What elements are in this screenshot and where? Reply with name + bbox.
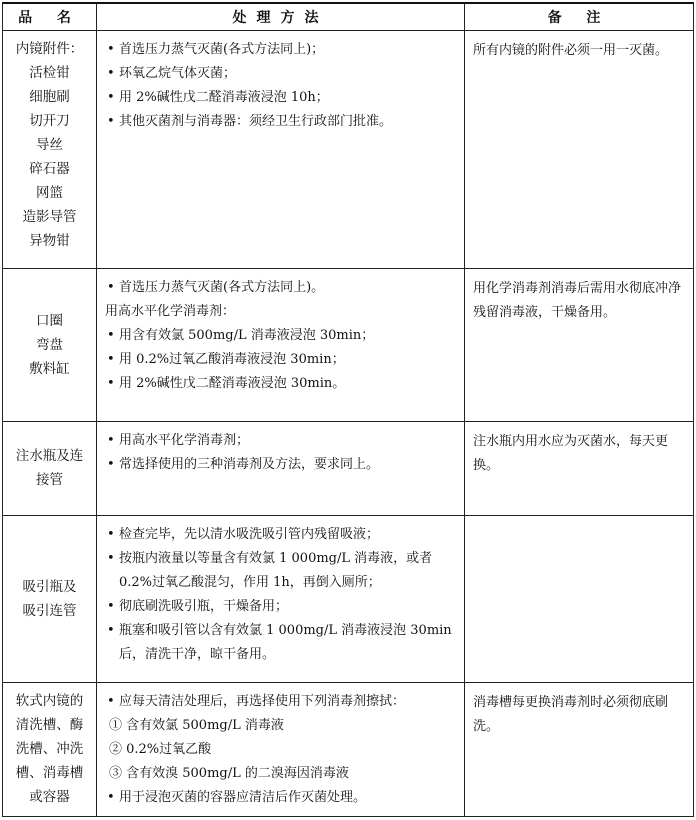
item-name-line: 注水瓶及连 (15, 448, 84, 465)
bullet-icon: • (107, 328, 115, 344)
method-bullet-item (105, 523, 458, 547)
method-text: 瓶塞和吸引管以含有效氯 1 000mg/L 消毒液浸泡 30min 后，清洗干净，晾干备用。 (119, 622, 452, 662)
bullet-icon: • (107, 622, 115, 638)
disinfection-table (2, 2, 694, 817)
method-cell (97, 515, 465, 682)
method-text: 检查完毕，先以清水吸洗吸引管内残留吸液； (119, 526, 380, 542)
method-numbered-item: ③ 含有效溴 500mg/L 的二溴海因消毒液 (109, 765, 349, 781)
method-numbered-item: ① 含有效氯 500mg/L 消毒液 (109, 717, 284, 733)
bullet-icon: • (107, 376, 115, 392)
method-text: 其他灭菌剂与消毒器：须经卫生行政部门批准。 (119, 114, 393, 129)
method-text: 彻底刷洗吸引瓶，干燥备用； (119, 598, 289, 614)
bullet-icon: • (107, 66, 115, 81)
item-name-line: 细胞刷 (29, 89, 70, 105)
item-name-line: 弯盘 (36, 337, 63, 354)
method-bullet-item (105, 429, 458, 453)
method-text: 用 0.2%过氧乙酸消毒液浸泡 30min； (119, 352, 345, 368)
bullet-icon: • (107, 526, 115, 542)
item-name-cell (3, 515, 97, 682)
item-name-line: 接管 (36, 472, 63, 489)
method-text: 用 2%碱性戊二醛消毒液浸泡 10h； (119, 90, 329, 105)
item-name-cell (3, 31, 97, 269)
method-text: 环氧乙烷气体灭菌； (119, 66, 237, 81)
method-bullet-item (105, 619, 458, 667)
note-cell: 消毒槽每更换消毒剂时必须彻底刷洗。 (465, 682, 694, 816)
item-name-line: 洗槽、冲洗 (15, 740, 84, 757)
bullet-icon: • (107, 693, 115, 709)
item-name-cell (3, 421, 97, 515)
table-row (3, 515, 694, 682)
item-name-line: 软式内镜的 (15, 692, 84, 709)
method-bullet-item (105, 348, 458, 372)
bullet-icon: • (107, 456, 115, 472)
item-name-line: 活检钳 (29, 65, 70, 81)
method-text: 用含有效氯 500mg/L 消毒液浸泡 30min； (119, 328, 375, 344)
note-cell: 用化学消毒剂消毒后需用水彻底冲净残留消毒液，干燥备用。 (465, 269, 694, 422)
item-name-line: 吸引瓶及 (22, 578, 77, 595)
bullet-icon: • (107, 42, 115, 57)
bullet-icon: • (107, 432, 115, 448)
item-name-line: 网篮 (36, 185, 63, 201)
table-row (3, 421, 694, 515)
item-name-line: 碎石器 (29, 161, 70, 177)
method-bullet-item (105, 786, 458, 810)
bullet-icon: • (107, 90, 115, 105)
method-text: 按瓶内液量以等量含有效氯 1 000mg/L 消毒液，或者 0.2%过氧乙酸混匀，作用 1h，再倒入厕所； (119, 550, 433, 590)
method-cell (97, 421, 465, 515)
note-cell: 注水瓶内用水应为灭菌水，每天更换。 (465, 421, 694, 515)
bullet-icon: • (107, 114, 115, 129)
method-numbered-item: ② 0.2%过氧乙酸 (109, 741, 212, 757)
method-text: 首选压力蒸气灭菌(各式方法同上)； (119, 42, 325, 57)
method-cell (97, 31, 465, 269)
method-bullet-item (105, 110, 458, 134)
item-name-line: 清洗槽、酶 (15, 716, 84, 733)
bullet-icon: • (107, 352, 115, 368)
method-text: 用 2%碱性戊二醛消毒液浸泡 30min。 (119, 376, 346, 392)
method-text: 首选压力蒸气灭菌(各式方法同上)。 (119, 280, 325, 296)
method-bullet-item (105, 38, 458, 62)
header-item-name: 品 名 (3, 3, 97, 31)
method-text: 应每天清洁处理后，再选择使用下列消毒剂擦拭： (119, 693, 406, 709)
method-cell (97, 682, 465, 816)
table-row (3, 31, 694, 269)
item-name-line: 口圈 (36, 313, 63, 330)
method-cell (97, 269, 465, 422)
item-name-line: 或容器 (29, 788, 70, 805)
method-bullet-item (105, 453, 458, 477)
item-name-line: 吸引连管 (22, 602, 77, 619)
method-bullet-item (105, 547, 458, 595)
method-bullet-item (105, 595, 458, 619)
method-bullet-item (105, 276, 458, 300)
item-name-cell (3, 269, 97, 422)
item-name-line: 造影导管 (22, 209, 77, 225)
method-bullet-item (105, 86, 458, 110)
item-name-line: 敷料缸 (29, 361, 70, 378)
bullet-icon: • (107, 280, 115, 296)
bullet-icon: • (107, 789, 115, 805)
method-text: 用高水平化学消毒剂； (119, 432, 250, 448)
item-name-line: 异物钳 (29, 233, 70, 249)
note-cell: 所有内镜的附件必须一用一灭菌。 (465, 31, 694, 269)
method-text: 用于浸泡灭菌的容器应清洁后作灭菌处理。 (119, 789, 367, 805)
method-text: 常选择使用的三种消毒剂及方法，要求同上。 (119, 456, 380, 472)
item-name-line: 导丝 (36, 137, 63, 153)
table-row (3, 269, 694, 422)
bullet-icon: • (107, 550, 115, 566)
bullet-icon: • (107, 598, 115, 614)
method-bullet-item (105, 372, 458, 396)
table-body (3, 31, 694, 817)
note-cell (465, 515, 694, 682)
method-bullet-item (105, 324, 458, 348)
item-name-cell (3, 682, 97, 816)
item-name-line: 槽、消毒槽 (15, 764, 84, 781)
item-name-line: 切开刀 (29, 113, 70, 129)
table-row (3, 682, 694, 816)
header-note: 备 注 (465, 3, 694, 31)
method-bullet-item (105, 690, 458, 714)
table-header-row (3, 3, 694, 31)
item-name-line: 内镜附件： (15, 41, 84, 57)
header-method: 处理方法 (97, 3, 465, 31)
method-bullet-item (105, 62, 458, 86)
method-plain-line: 用高水平化学消毒剂： (105, 304, 236, 320)
